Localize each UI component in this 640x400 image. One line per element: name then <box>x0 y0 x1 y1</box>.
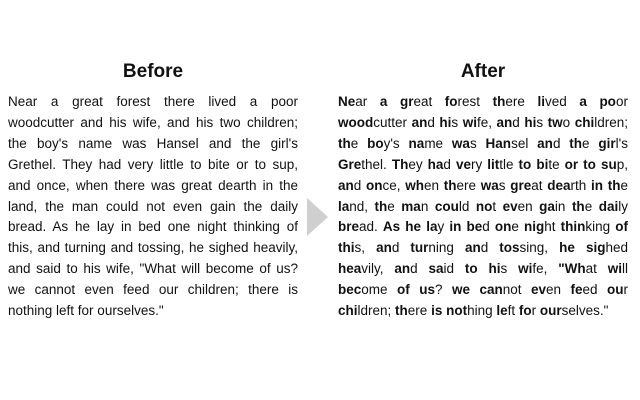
regular-text: s, <box>354 240 377 256</box>
regular-text: s <box>451 114 463 130</box>
bold-prefix: is <box>431 303 443 319</box>
bold-prefix: ve <box>455 156 471 172</box>
regular-text: vily, <box>361 261 395 277</box>
regular-text: ld <box>458 198 476 214</box>
regular-text: cutter <box>373 114 412 130</box>
bold-prefix: As <box>382 219 401 235</box>
regular-text: eat <box>413 94 445 109</box>
bold-prefix: gr <box>399 94 414 109</box>
regular-text <box>575 240 586 255</box>
before-paragraph: Near a great forest there lived a poor woodcutter and his wife, and his two children; the boy's name was Hansel and the girl's Grethel. They had very little to bite or to sup, and once, when there was great dearth in the land, the man could not even gain the daily bread. As he lay in bed one night thinking of this, and turning and tossing, he sighed heavily, and said to his wife, "What will become of us? we cannot even feed our children; there is nothing left for ourselves." <box>8 94 298 319</box>
regular-text: e <box>584 198 599 214</box>
regular-text: en <box>423 177 444 193</box>
regular-text: d <box>427 114 440 130</box>
regular-text: sel <box>511 135 538 151</box>
bold-prefix: an <box>338 177 354 193</box>
bold-prefix: po <box>599 94 616 109</box>
bold-prefix: an <box>376 240 392 256</box>
bold-prefix: Ne <box>338 94 356 109</box>
regular-text: thel. <box>361 156 392 172</box>
bold-prefix: thi <box>338 240 355 256</box>
arrow-right-icon <box>307 198 328 236</box>
bold-prefix: on <box>366 177 383 193</box>
bold-prefix: fo <box>444 94 458 109</box>
regular-text: ldren; <box>594 114 628 130</box>
bold-prefix: wi <box>462 114 477 130</box>
bold-prefix: dai <box>598 198 619 214</box>
bold-prefix: ha <box>427 156 444 172</box>
bold-prefix: na <box>408 135 425 151</box>
bold-prefix: su <box>600 156 617 172</box>
bold-prefix: wh <box>405 177 424 193</box>
bold-prefix: th <box>395 303 408 319</box>
bold-prefix: an <box>537 135 553 151</box>
regular-text: ed <box>582 282 607 298</box>
regular-text: s <box>536 114 548 130</box>
bold-prefix: hi <box>439 114 452 130</box>
bold-prefix: ga <box>539 198 555 214</box>
bold-prefix: to <box>464 261 478 277</box>
bold-prefix: an <box>496 114 513 130</box>
regular-text: n <box>420 198 435 214</box>
bold-prefix: fo <box>518 303 532 319</box>
regular-text: s <box>500 261 519 277</box>
bold-prefix: tos <box>499 240 520 256</box>
bold-prefix: an <box>411 114 428 130</box>
bold-prefix: wa <box>480 177 499 193</box>
bold-prefix: ev <box>502 198 518 214</box>
bold-prefix: ou <box>606 282 624 298</box>
bold-prefix: chi <box>338 303 358 319</box>
bold-prefix: th <box>492 94 506 109</box>
regular-text: p, <box>616 156 628 172</box>
bold-prefix: or <box>564 156 579 172</box>
bold-prefix: la <box>426 219 438 235</box>
bold-prefix: th <box>607 177 621 193</box>
regular-text: d <box>482 219 495 235</box>
regular-text: ved <box>545 94 580 109</box>
regular-text: te <box>548 156 565 172</box>
regular-text: ome <box>361 282 397 298</box>
bold-prefix: not <box>446 303 468 319</box>
bold-prefix: ma <box>401 198 421 214</box>
regular-text: ere <box>505 94 538 109</box>
regular-text: d <box>410 261 429 277</box>
regular-text: at <box>585 261 608 277</box>
bold-prefix: la <box>338 198 350 214</box>
before-heading: Before <box>122 61 184 82</box>
regular-text: or <box>615 94 628 109</box>
regular-text: d <box>552 135 570 151</box>
regular-text: y <box>437 219 450 235</box>
bold-prefix: to <box>583 156 596 172</box>
regular-text: ht <box>544 219 561 235</box>
bold-prefix: be <box>466 219 483 235</box>
bold-prefix: th <box>569 135 583 151</box>
bold-prefix: bec <box>338 282 362 298</box>
regular-text: s <box>469 135 486 151</box>
bold-prefix: bo <box>367 135 384 151</box>
bold-prefix: tw <box>547 114 563 130</box>
after-paragraph <box>338 92 628 322</box>
bold-prefix: no <box>475 198 493 214</box>
regular-text: tle <box>499 156 519 172</box>
bold-prefix: bre <box>338 219 360 235</box>
regular-text: e <box>582 135 599 151</box>
regular-text: sing, <box>519 240 560 256</box>
regular-text: d <box>443 156 456 172</box>
bold-prefix: cou <box>434 198 459 214</box>
regular-text: ad. <box>359 219 383 235</box>
regular-text: ly <box>618 198 628 214</box>
regular-text: ere <box>407 303 432 319</box>
bold-prefix: on <box>494 219 512 235</box>
bold-prefix: wood <box>338 114 374 130</box>
regular-text <box>387 94 400 109</box>
regular-text: ? <box>434 282 452 298</box>
bold-prefix: he <box>559 240 575 256</box>
bold-prefix: wi <box>607 261 622 277</box>
regular-text: id <box>443 261 465 277</box>
bold-prefix: lit <box>487 156 500 172</box>
regular-text: e <box>387 198 402 214</box>
bold-prefix: dea <box>547 177 571 193</box>
regular-text: ry <box>470 156 488 172</box>
bold-prefix: "Wh <box>558 261 586 277</box>
regular-text: l's <box>615 135 628 151</box>
bold-prefix: gre <box>510 177 532 193</box>
bold-prefix: of <box>397 282 410 298</box>
before-panel <box>8 58 298 322</box>
bold-prefix: a <box>579 94 587 109</box>
bold-prefix: Han <box>485 135 512 151</box>
bold-prefix: fe <box>570 282 583 298</box>
bold-prefix: wi <box>518 261 533 277</box>
bold-prefix: bi <box>536 156 549 172</box>
regular-text <box>410 282 419 297</box>
regular-text: d <box>512 114 525 130</box>
regular-text: ere <box>456 177 481 193</box>
bold-prefix: li <box>537 94 545 109</box>
regular-text: ll <box>622 261 628 277</box>
regular-text: en <box>517 198 540 214</box>
bold-prefix: a <box>379 94 388 109</box>
bold-prefix: to <box>518 156 532 172</box>
regular-text: s <box>498 177 511 193</box>
regular-text: in <box>554 198 572 214</box>
bold-prefix: th <box>338 135 351 151</box>
regular-text: fe, <box>476 114 497 130</box>
regular-text: rest <box>457 94 493 109</box>
bold-prefix: can <box>479 282 503 298</box>
regular-text: fe, <box>532 261 559 277</box>
regular-text: o <box>562 114 575 130</box>
bold-prefix: th <box>374 198 388 214</box>
bold-prefix: hea <box>338 261 362 277</box>
bold-prefix: our <box>539 303 562 319</box>
bold-prefix: hi <box>524 114 537 130</box>
bold-prefix: le <box>496 303 508 319</box>
regular-text: e <box>511 219 524 235</box>
bold-prefix: sig <box>585 240 606 256</box>
regular-text: ning <box>428 240 465 256</box>
regular-text: t <box>492 198 503 214</box>
regular-text: ft <box>507 303 519 319</box>
regular-text: y's <box>383 135 409 151</box>
regular-text: en <box>545 282 571 298</box>
regular-text: d <box>480 240 500 256</box>
bold-prefix: th <box>571 198 585 214</box>
regular-text: d <box>391 240 411 256</box>
regular-text: e <box>350 135 368 151</box>
regular-text: r <box>623 282 628 298</box>
regular-text: king <box>585 219 616 235</box>
bold-prefix: in <box>590 177 603 193</box>
bold-prefix: in <box>449 219 462 235</box>
bold-prefix: Gre <box>338 156 362 172</box>
bold-prefix: th <box>443 177 457 193</box>
regular-text: rth <box>570 177 591 193</box>
regular-text: at <box>531 177 548 193</box>
regular-text: ar <box>355 94 380 109</box>
regular-text: nd, <box>349 198 375 214</box>
regular-text: hing <box>467 303 497 319</box>
bold-prefix: gir <box>598 135 616 151</box>
bold-prefix: ev <box>530 282 546 298</box>
regular-text: ce, <box>382 177 406 193</box>
regular-text: hed <box>605 240 628 256</box>
bold-prefix: we <box>451 282 470 298</box>
bold-prefix: chi <box>574 114 595 130</box>
bold-prefix: wa <box>451 135 470 151</box>
regular-text: d <box>353 177 366 193</box>
regular-text: e <box>620 177 628 193</box>
after-panel <box>338 58 628 322</box>
bold-prefix: tur <box>410 240 429 256</box>
regular-text <box>478 261 489 276</box>
bold-prefix: thin <box>560 219 586 235</box>
regular-text: not <box>502 282 531 298</box>
bold-prefix: an <box>394 261 411 277</box>
bold-prefix: of <box>615 219 628 235</box>
regular-text <box>587 94 600 109</box>
regular-text: ey <box>408 156 428 172</box>
bold-prefix: he <box>405 219 422 235</box>
bold-prefix: nig <box>523 219 545 235</box>
regular-text: selves." <box>561 303 609 319</box>
regular-text: ldren; <box>357 303 396 319</box>
regular-text: r <box>531 303 540 319</box>
bold-prefix: an <box>464 240 481 256</box>
regular-text: me <box>424 135 452 151</box>
bold-prefix: Th <box>391 156 409 172</box>
after-heading: After <box>460 61 506 82</box>
bold-prefix: sa <box>428 261 444 277</box>
bold-prefix: us <box>419 282 435 298</box>
bold-prefix: hi <box>488 261 501 277</box>
